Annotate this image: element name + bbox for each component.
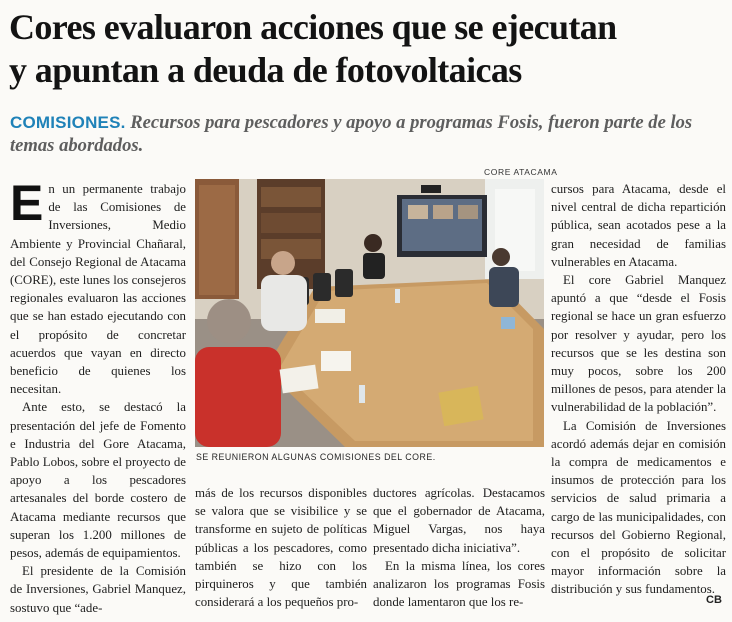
paragraph: ductores agrícolas. Destacamos que el gobernador de Atacama, Miguel Vargas, nos haya presentado dicha iniciativa”. [373,486,545,555]
paragraph: La Comisión de Inversiones acordó además dejar en comisión la compra de medicamentos e insumos de protección para los servicios de salud primaria a cargo de las municipalidades, con recursos del Gobierno Regional, con el propósito de solicitar mayor información sobre la distribución y sus fundamentos. [551,418,726,597]
deck-kicker: COMISIONES. [10,113,126,132]
deck-text: Recursos para pescadores y apoyo a programas Fosis, fueron parte de los temas abordados. [10,112,693,156]
article-column-4 [551,180,726,599]
paragraph: más de los recursos disponibles se valora que se visibilice y se transforme en sujeto de políticas públicas a los pescadores, como también se hizo con los pirquineros y que también considerará a los pequeños pro- [195,486,367,610]
meeting-photo [195,179,544,447]
paragraph: cursos para Atacama, desde el nivel central de dicha repartición pública, sean acotados pese a la gran necesidad de familias vulnerables en Atacama. [551,182,726,269]
meeting-illustration [195,179,544,447]
headline-line-1: Cores evaluaron acciones que se ejecutan [9,7,617,47]
dropcap: E [10,175,44,231]
headline [9,6,725,92]
deck [10,111,726,157]
article-column-1 [10,175,186,617]
photo-credit: CORE ATACAMA [484,167,558,177]
article-column-3 [373,484,545,611]
photo-caption: SE REUNIERON ALGUNAS COMISIONES DEL CORE. [196,452,436,462]
headline-line-2: y apuntan a deuda de fotovoltaicas [9,50,522,90]
article-column-2 [195,484,367,611]
end-mark: CB [706,594,722,606]
paragraph: El core Gabriel Manquez apuntó a que “desde el Fosis regional se hace un gran esfuerzo por resolver y ayudar, pero los recursos que se les destina son muy pocos, sobre los 200 millones de pesos, para atender la vulnerabilidad de la población”. [551,273,726,415]
paragraph: En la misma línea, los cores analizaron los programas Fosis donde lamentaron que los re- [373,558,545,610]
paragraph [10,175,186,398]
paragraph: Ante esto, se destacó la presentación del jefe de Fomento e Industria del Gore Atacama, Pablo Lobos, sobre el proyecto de apoyo a los pescadores artesanales del borde costero de Atacama mediante recursos que superan los 1.200 millones de pesos, además de equipamientos. [10,400,186,561]
paragraph-text: n un permanente trabajo de las Comisiones de Inversiones, Medio Ambiente y Provincial Chañaral, del Consejo Regional de Atacama (CORE), este lunes los consejeros regionales evaluaron las acciones que se han estado ejecutando con el propósito de concretar acuerdos que vayan en directo beneficio de quienes los necesitan. [10,182,186,397]
paragraph: El presidente de la Comisión de Inversiones, Gabriel Manquez, sostuvo que “ade- [10,564,186,615]
